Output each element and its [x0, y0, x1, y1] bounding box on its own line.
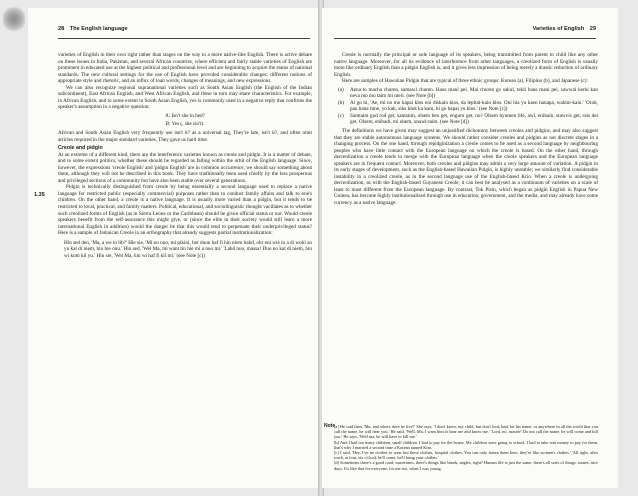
pidgin-example-a — [338, 87, 598, 100]
example-text: Ai go hi, 'Ae, mi no mo hapai klos oni diskain klos, da lepital-kain klos. Oni hia yu kaen hanapa, wahini-kain.' 'Orait, pau hana time, yo kak, siks klok ka kam, hi go hapai yu klos.' (see Note [c]) — [350, 99, 598, 113]
right-running-header — [334, 26, 596, 39]
left-paragraph-1: varieties of English in their own right rather than stages on the way to a more native-like English. There is active debate on these issues in India, Pakistan, and several African countries, where efficient and fairly stable varieties of English are prominent in educated use at the highest political and professional level and are beginning to acquire the status of national standards. The new cultural settings for the use of English have provided considerable changes: different notions of appropriate style and rhetoric, and an influx of loan words, changes of meanings, and new expressions. — [58, 52, 312, 85]
right-running-title: Varieties of English — [532, 26, 585, 32]
left-paragraph-4: At an extreme of a different kind, there are the interference varieties known as creole and pidgin. It is a matter of debate, and to some extent politics, whether these should be regarded as falling within the orbit of the English language. Since, however, the expressions 'creole English' and 'pidgin English' are in common occurrence, we should say something about them, although they will not be described in this book. They have traditionally been used chiefly by the less prosperous and privileged sections of a community but have also been stable over several generations. — [58, 151, 312, 184]
left-page-number: 28 — [58, 26, 65, 32]
example-label: (c) — [338, 112, 344, 119]
pidgin-example-c — [338, 113, 598, 126]
example-a: A: Isn't she in bed? — [165, 112, 205, 119]
note-label: Note — [324, 423, 336, 429]
example-text: Aena to macha churen, samawl churen. Haus mani pei. Mai churen go sakul, tekli haus mani pei, sawwal kerki kan neva mo mo taim mi meri. (see Note [b]) — [350, 86, 598, 100]
page-corner-blot — [3, 6, 25, 32]
note-c: [c] I said, 'Hey, I've no clothes to wear but these clothes, hospital clothes. You can only fasten them here, they're like women's clothes.' 'All right, after work, at four, six o'clock he'll come, he'll bring your clothes.' — [334, 450, 598, 461]
left-page-body — [58, 52, 312, 261]
left-running-title: The English language — [69, 26, 128, 32]
pidgin-examples — [338, 87, 598, 126]
note-a: [a] He said then, 'Ma, and where does he live?' She says, 'I don't know, my child, but don't look hard for his name, or anywhere in all the world that you call the name, he will hear you.' He said, 'Well, Ma, I want him to hear me and know me.' 'Lord, no, master! Do not call the name, he will come and kill you.' He says, 'Well ma, he will have to kill me.' — [334, 424, 598, 440]
footnotes — [324, 423, 598, 471]
section-heading: Creole and pidgin — [58, 145, 103, 152]
right-page-number: 29 — [589, 26, 596, 32]
left-running-header — [58, 26, 310, 39]
example-label: (a) — [338, 86, 344, 93]
right-paragraph-1: Creole is normally the principal or sole language of its speakers, being transmitted from parent to child like any other native language. Moreover, for all its evidence of interference from other languages, a creolized form of English is usually more like ordinary English than a pidgin English is, and it gives less impression of being merely a drastic reduction of ordinary English. — [334, 52, 598, 78]
left-paragraph-3: African and South Asian English very frequently use isn't it? as a universal tag, They're late, isn't it?, and often omit articles required in the major standard varieties, They gave us hard time. — [58, 130, 312, 143]
creole-sample: Hin sed den, 'Ma, a we in lib?' Hie sie, 'Mi no nuo, mi pikini, bot duon haf fi hin niem hahd, ohr eni wie in a di wohl an yu kal di niem, hin hie onu.' Hin sed, 'Wel Ma, mi want tin hie mi a nuo mi.' 'Lahd nuo, massa! Duo no kal di niem, hin wi kom kil yu.' Hin sie, 'Wel Ma, hin wi haf fi kil mi.' (see Note [c]) — [64, 239, 312, 259]
note-d: [d] Sometimes there's a good road, sometimes, there's things like bends, angles, right? Human life is just the same, there's all sorts of things, stones, nice days. It's like that for everyone, for me too, when I was young. — [334, 460, 598, 471]
right-paragraph-2: Here are samples of Hawaiian Pidgin that are typical of three ethnic groups: Korean (a), Filipino (b), and Japanese (c): — [342, 78, 588, 85]
left-paragraph-5: Pidgin is technically distinguished from creole by being essentially a second language used to replace a native language for restricted public (especially commercial) purposes rather than to conduct family affairs and talk to one's children. On the other hand, a creole is a native language. It is usually more varied than a pidgin, but it tends to be restricted to local, practical, and family matters. Political, educational, and sociolinguistic thought vacillates as to whether such creolized forms of English (as in Sierra Leone or the Caribbean) should be given official status or not. Would creole speakers benefit from the self-assurance this might give, or (since the elite in their society would still learn a more international English in addition) would the danger be that this would tend to perpetuate their underprivileged status? Here is a sample of Jamaican Creole in an orthography that already suggests partial institutionalization: — [58, 184, 312, 237]
right-page-body — [334, 52, 598, 207]
example-b: B: Yes (, she isn't). — [165, 121, 205, 128]
note-b: [b] And I had too many children, small children. I had to pay for the house. My children were going to school, I had to take rent money to pay for them, that's why I married a second time a Korean named Kim. — [334, 439, 598, 450]
right-paragraph-3: The definitions we have given may suggest an unjustified dichotomy between creoles and pidgins, and may also suggest that they are stable autonomous language systems. We should rather consider creoles and pidgins as not discrete stages in a changing process. On the one hand, through repidginization a creole comes to be used as a second language by neighbouring peoples who have little contact with the European language on which the creole is based. On the other hand, through decreolization a creole tends to merge with the European language when the creole speakers and the European language speakers are in frequent contact. Moreover, both creoles and pidgins may admit a very large amount of variation. A pidgin in its early stages of development, such as the English-based Hawaiian Pidgin, is highly unstable; we similarly find considerable instability in a creolized creole, as in the second language use of the English-based Krio. When a creole is undergoing decreolization, as with the English-based Guyanese Creole, it can best be analysed as a continuum of varieties on a scale of least to most different from the European language. By contrast, Tok Pisin, which began as pidgin English in Papua New Guinea, has become highly institutionalized through use in education, government, and the media, and may already have some currency as a native language. — [334, 128, 598, 207]
left-page — [28, 8, 320, 488]
pidgin-example-b — [338, 100, 598, 113]
right-page — [322, 8, 618, 488]
section-number: 1.35 — [34, 192, 45, 198]
example-label: (b) — [338, 99, 345, 106]
example-text: Samtaim gud rod get, samtaim, olsem ben get, enguru get, no? Olsem hyumen life, awl, enikain, stawvis get, rais dei get. Olsem, enibadi, mi ohem, unawl-taim. (see Note [d]) — [350, 112, 598, 126]
left-paragraph-2: We can also recognize regional supranational varieties such as South Asian English (the English of the Indian subcontinent), East African English, and West African English, and these in turn may share characteristics. For example, in African English, and to some extent in South Asian English, yes is commonly used in a negative reply that confirms the speaker's assumption in a negative question: — [58, 84, 312, 111]
